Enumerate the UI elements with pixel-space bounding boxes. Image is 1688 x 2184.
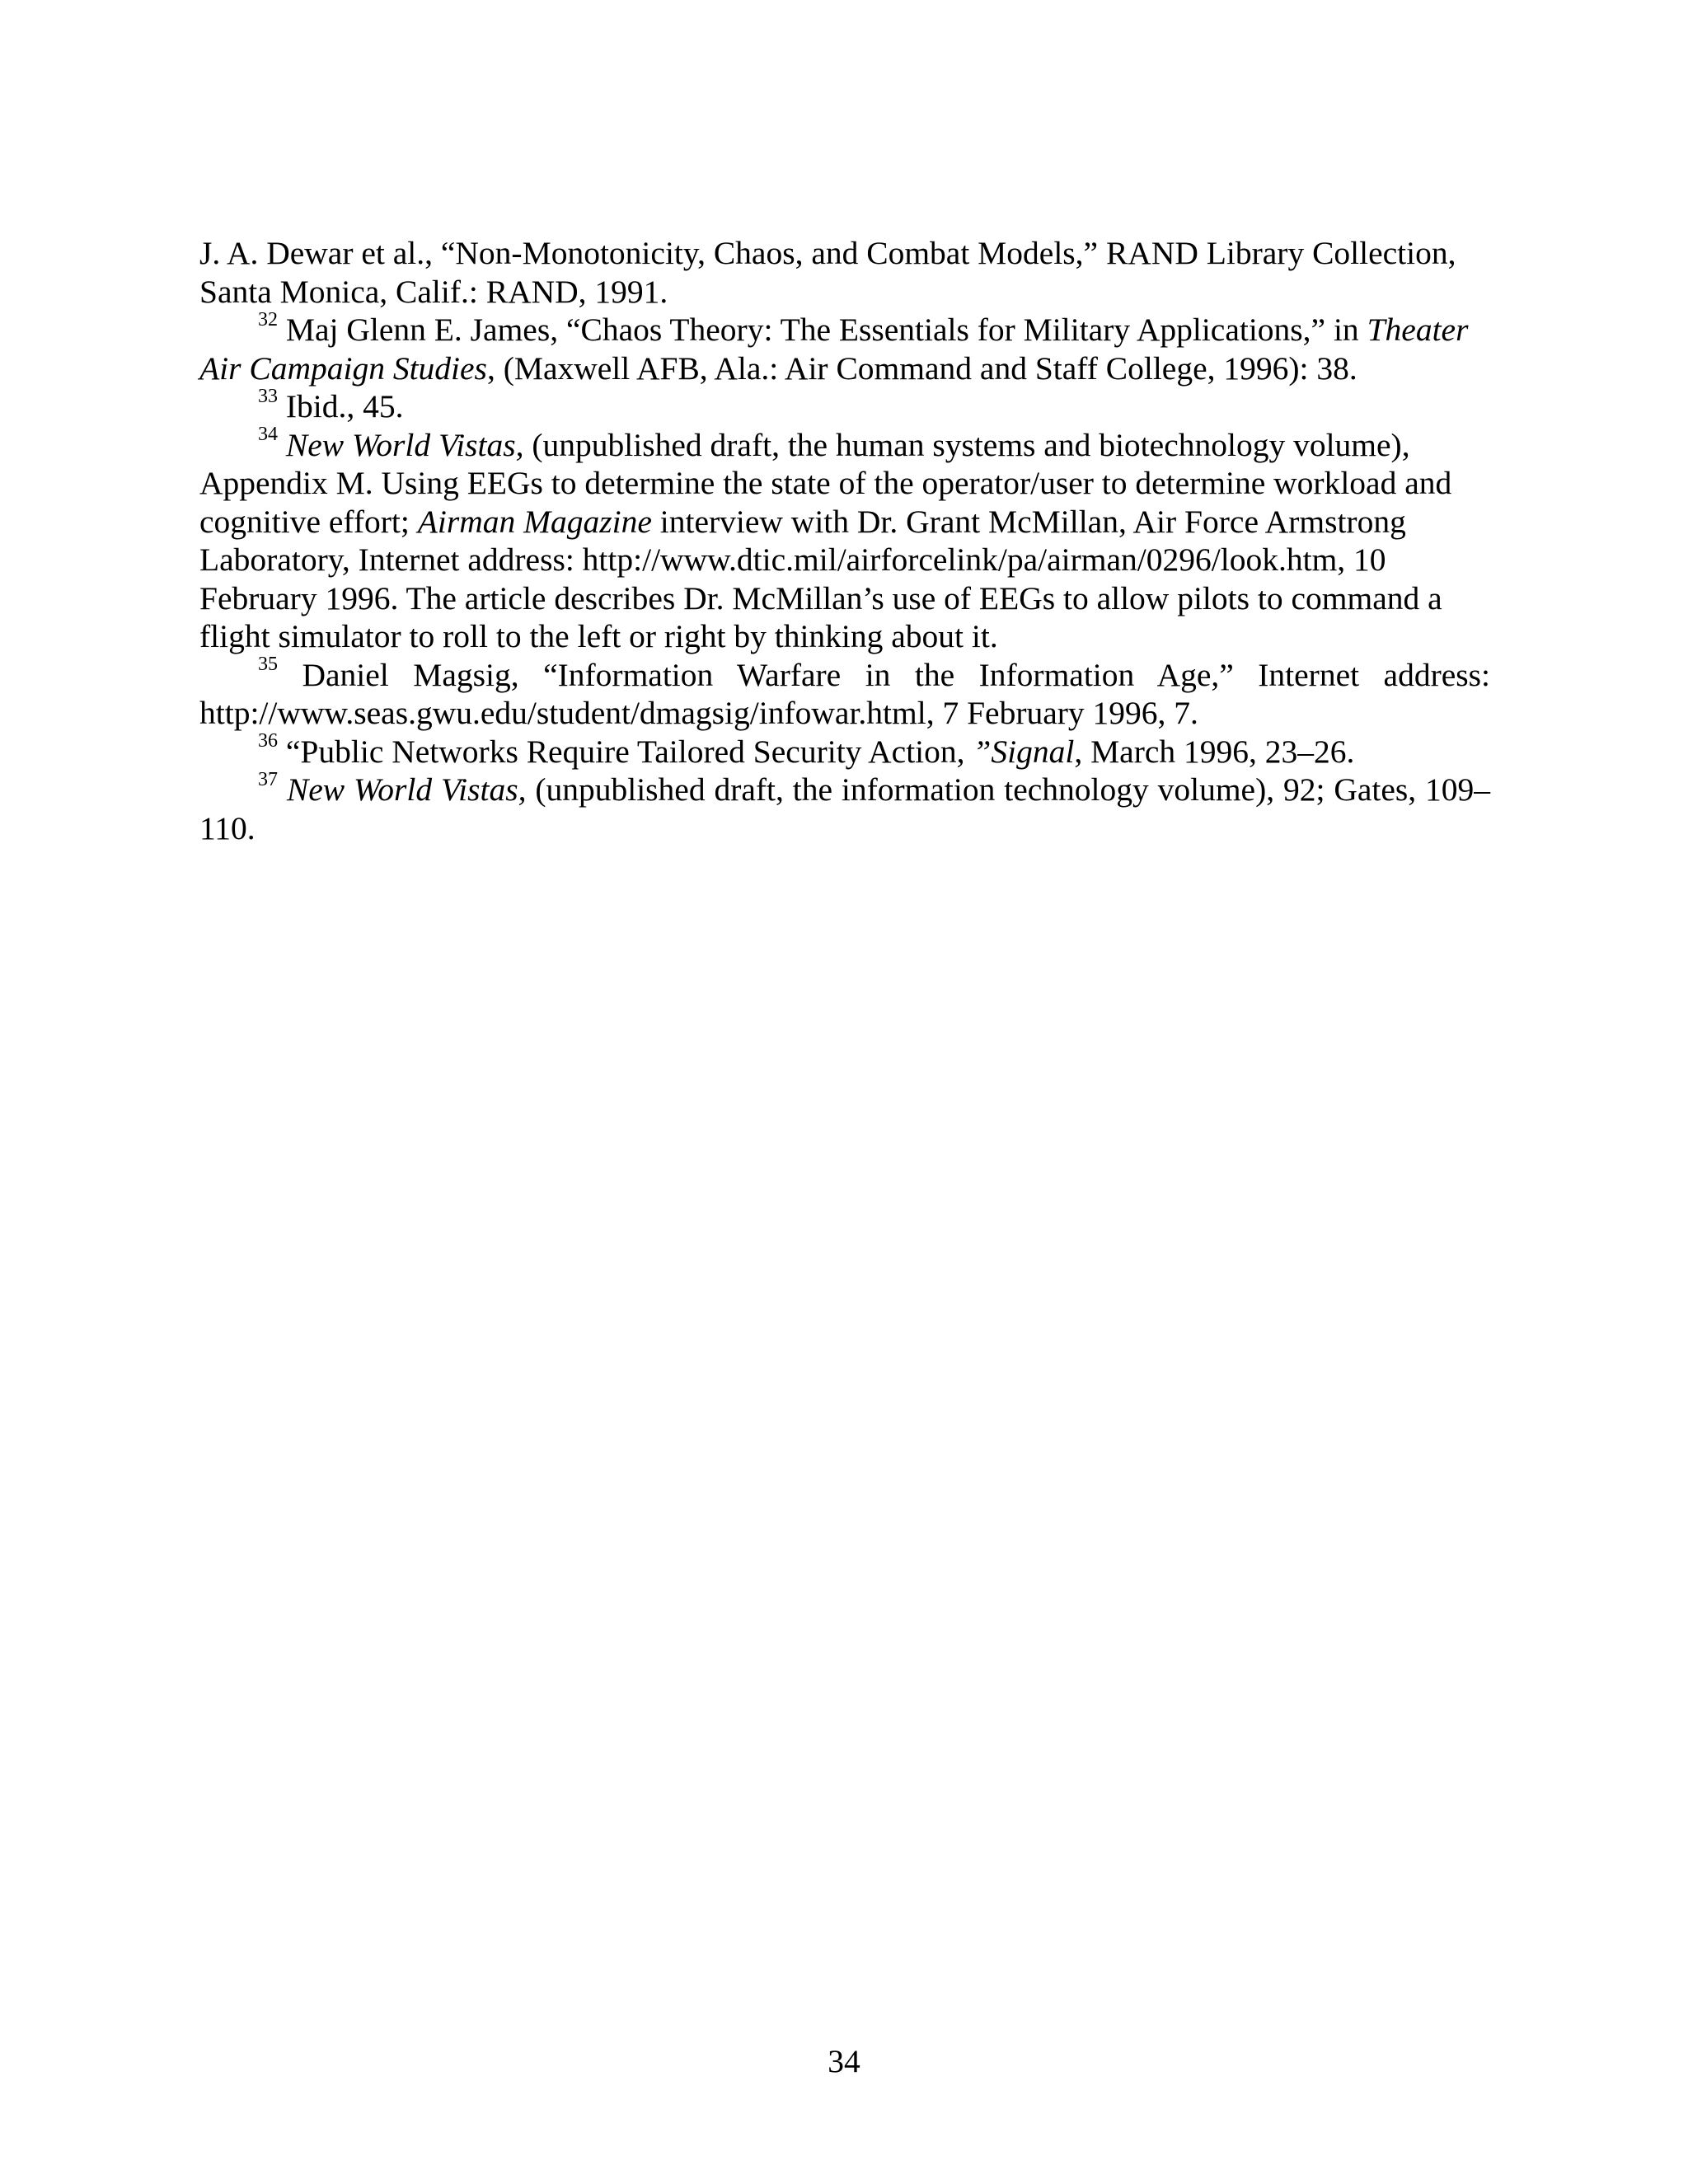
footnote-text: , (Maxwell AFB, Ala.: Air Command and Staff College, 1996): 38.	[486, 349, 1357, 387]
footnote-36	[199, 730, 1490, 771]
footnote-text: , March 1996, 23–26.	[1074, 733, 1355, 770]
footnote-number: 35	[258, 654, 278, 676]
footnote-italic-title: ”Signal	[973, 733, 1075, 770]
footnote-italic-title: New World Vistas,	[285, 426, 524, 463]
footnote-number: 36	[258, 730, 278, 752]
endnotes-block	[199, 234, 1490, 847]
footnote-37	[199, 768, 1490, 847]
footnote-continuation	[199, 234, 1490, 311]
footnote-35	[199, 656, 1490, 733]
footnote-text: J. A. Dewar et al., “Non-Monotonicity, Chaos, and Combat Models,” RAND Library Collection, Santa Monica, Calif.: RAND, 1991.	[199, 235, 1456, 310]
footnote-italic-title: Airman Magazine	[417, 503, 652, 540]
footnote-text: interview with Dr. Grant McMillan, Air Force Armstrong Laboratory, Internet address: http://www.dtic.mil/airforcelink/pa/airman/0296/look.htm, 10 February 1996. The article describes Dr. McMillan’s use of EEGs to allow pilots to command a flight simulator to roll to the left or right by thinking about it.	[199, 503, 1442, 654]
footnote-33	[199, 387, 1490, 426]
footnote-number: 32	[258, 308, 278, 330]
footnote-text: Daniel Magsig, “Information Warfare in the Information Age,” Internet address: http://www.seas.gwu.edu/student/dmagsig/infowar.html, 7 February 1996, 7.	[199, 656, 1490, 731]
footnote-number: 34	[258, 424, 278, 446]
footnote-32	[199, 308, 1490, 387]
footnote-text: (unpublished draft, the information technology volume), 92; Gates, 109–110.	[199, 771, 1490, 846]
footnote-34	[199, 426, 1490, 656]
footnote-text: (unpublished draft, the human systems and biotechnology volume), Appendix M. Using EEGs to determine the state of the operator/user to determine workload and cognitive effort;	[199, 426, 1452, 540]
footnote-number: 37	[258, 768, 278, 790]
footnote-italic-title: New World Vistas,	[286, 771, 527, 808]
footnote-number: 33	[258, 385, 278, 407]
footnote-text: Maj Glenn E. James, “Chaos Theory: The Essentials for Military Applications,” in	[278, 312, 1367, 348]
page-number: 34	[828, 2043, 860, 2079]
footnote-text	[278, 771, 287, 808]
footnote-italic-title: Theater Air Campaign Studies	[199, 312, 1469, 387]
footnote-text	[278, 427, 286, 463]
footnote-text: Ibid., 45.	[278, 388, 404, 424]
footnote-text: “Public Networks Require Tailored Security Action,	[278, 733, 973, 770]
